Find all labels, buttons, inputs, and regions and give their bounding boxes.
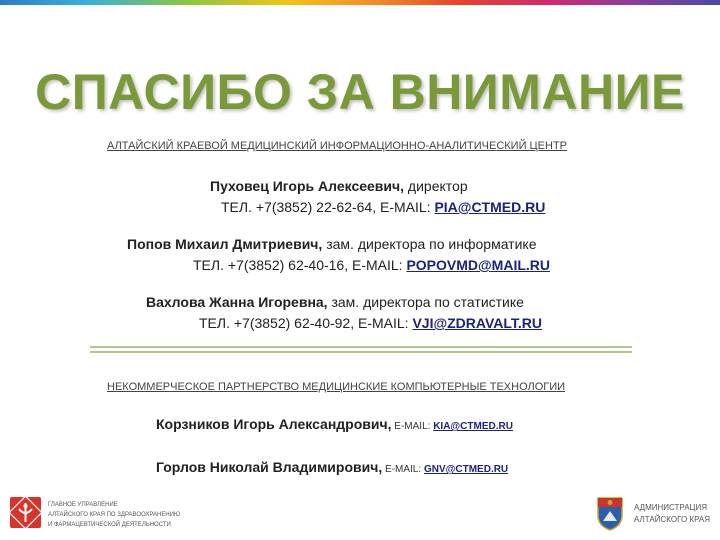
health-department-line-2: АЛТАЙСКОГО КРАЯ ПО ЗДРАВООХРАНЕНИЮ: [48, 512, 181, 518]
contact-2-role: зам. директора по информатике: [322, 236, 537, 252]
administration-line-2: АЛТАЙСКОГО КРАЯ: [634, 515, 710, 524]
contact-2-email-link[interactable]: POPOVMD@MAIL.RU: [406, 257, 550, 273]
contact-3-email-link[interactable]: VJI@ZDRAVALT.RU: [412, 315, 542, 331]
developer-2-name: Горлов Николай Владимирович,: [156, 459, 383, 475]
developer-1-name: Корзников Игорь Александрович,: [156, 416, 392, 432]
contact-1-email-link[interactable]: PIA@CTMED.RU: [434, 199, 546, 215]
org-second-heading: НЕКОММЕРЧЕСКОЕ ПАРТНЕРСТВО МЕДИЦИНСКИЕ КОМПЬЮТЕРНЫЕ ТЕХНОЛОГИИ: [107, 381, 566, 393]
contact-1-role: директор: [404, 178, 468, 194]
administration-line-1: АДМИНИСТРАЦИЯ: [634, 503, 707, 512]
health-department-line-3: И ФАРМАЦЕВТИЧЕСКОЙ ДЕЯТЕЛЬНОСТИ: [48, 522, 171, 528]
health-department-label: [48, 500, 180, 530]
contact-1-name: Пуховец Игорь Алексеевич,: [210, 178, 405, 194]
contact-2-name: Попов Михаил Дмитриевич,: [127, 236, 323, 252]
top-gradient-bar: [0, 0, 720, 5]
section-divider: [90, 346, 632, 353]
developer-1-email-label: E-MAIL:: [391, 421, 434, 432]
developer-2-line: [156, 459, 508, 475]
contact-1-details: [221, 199, 545, 215]
contact-2-details: [193, 257, 550, 273]
contact-3-name: Вахлова Жанна Игоревна,: [146, 294, 328, 310]
page-title: СПАСИБО ЗА ВНИМАНИЕ: [35, 64, 685, 120]
contact-1-name-line: [210, 178, 468, 194]
contact-3-role: зам. директора по статистике: [327, 294, 524, 310]
contact-3-name-line: [146, 294, 524, 310]
developer-1-email-link[interactable]: KIA@CTMED.RU: [433, 421, 513, 432]
developer-2-email-link[interactable]: GNV@CTMED.RU: [423, 464, 509, 475]
health-department-logo-icon: [10, 497, 41, 528]
contact-1-phone: ТЕЛ. +7(3852) 22-62-64, E-MAIL:: [221, 199, 435, 215]
developer-1-line: [156, 416, 513, 432]
developer-2-email-label: E-MAIL:: [382, 464, 424, 475]
contact-2-name-line: [127, 236, 536, 252]
contact-2-phone: ТЕЛ. +7(3852) 62-40-16, E-MAIL:: [193, 257, 407, 273]
org-main-heading: АЛТАЙСКИЙ КРАЕВОЙ МЕДИЦИНСКИЙ ИНФОРМАЦИОННО-АНАЛИТИЧЕСКИЙ ЦЕНТР: [107, 140, 568, 152]
administration-label: [634, 502, 710, 526]
contact-3-phone: ТЕЛ. +7(3852) 62-40-92, E-MAIL:: [199, 315, 413, 331]
coat-of-arms-icon: [595, 495, 625, 531]
health-department-line-1: ГЛАВНОЕ УПРАВЛЕНИЕ: [48, 502, 118, 508]
contact-3-details: [199, 315, 542, 331]
